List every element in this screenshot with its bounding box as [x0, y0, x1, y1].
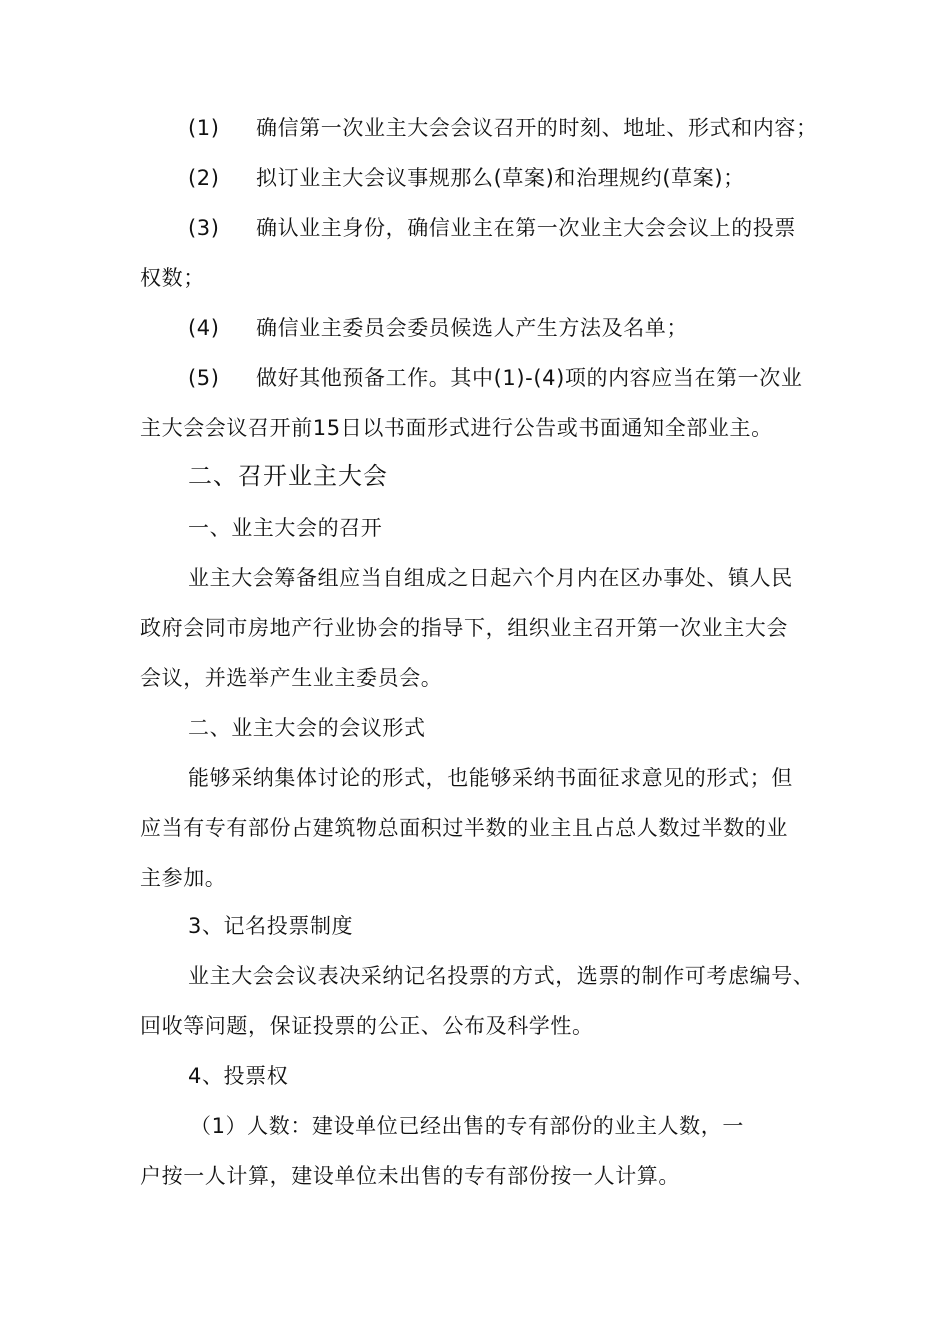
- paragraph-line: 政府会同市房地产行业协会的指导下，组织业主召开第一次业主大会: [140, 616, 788, 640]
- item-number: (4): [188, 316, 220, 340]
- section-heading: 二、召开业主大会: [188, 462, 388, 490]
- paragraph-line: 业主大会筹备组应当自组成之日起六个月内在区办事处、镇人民: [188, 566, 793, 590]
- item-text: 确信第一次业主大会会议召开的时刻、地址、形式和内容；: [256, 116, 818, 140]
- paragraph-line: （1）人数：建设单位已经出售的专有部份的业主人数，一: [190, 1114, 744, 1138]
- paragraph-line: 主参加。: [140, 866, 227, 890]
- item-number: (2): [188, 166, 220, 190]
- paragraph-line: 应当有专有部份占建筑物总面积过半数的业主且占总人数过半数的业: [140, 816, 788, 840]
- subsection-heading: 一、业主大会的召开: [188, 516, 383, 540]
- item-number: (3): [188, 216, 220, 240]
- item-text: 确认业主身份，确信业主在第一次业主大会会议上的投票: [256, 216, 796, 240]
- paragraph-line: 户按一人计算，建设单位未出售的专有部份按一人计算。: [140, 1164, 680, 1188]
- paragraph-line: 能够采纳集体讨论的形式，也能够采纳书面征求意见的形式；但: [188, 766, 793, 790]
- subsection-heading: 二、业主大会的会议形式: [188, 716, 426, 740]
- paragraph-line: 业主大会会议表决采纳记名投票的方式，选票的制作可考虑编号、: [188, 964, 815, 988]
- item-number: (5): [188, 366, 220, 390]
- item-text: 做好其他预备工作。其中(1)-(4)项的内容应当在第一次业: [256, 366, 803, 390]
- subsection-heading: 3、记名投票制度: [188, 914, 354, 938]
- item-continuation: 权数；: [140, 266, 205, 290]
- item-continuation: 主大会会议召开前15日以书面形式进行公告或书面通知全部业主。: [140, 416, 773, 440]
- item-number: (1): [188, 116, 220, 140]
- item-text: 拟订业主大会议事规那么(草案)和治理规约(草案)；: [256, 166, 745, 190]
- paragraph-line: 会议，并选举产生业主委员会。: [140, 666, 443, 690]
- paragraph-line: 回收等问题，保证投票的公正、公布及科学性。: [140, 1014, 594, 1038]
- subsection-heading: 4、投票权: [188, 1064, 289, 1088]
- item-text: 确信业主委员会委员候选人产生方法及名单；: [256, 316, 688, 340]
